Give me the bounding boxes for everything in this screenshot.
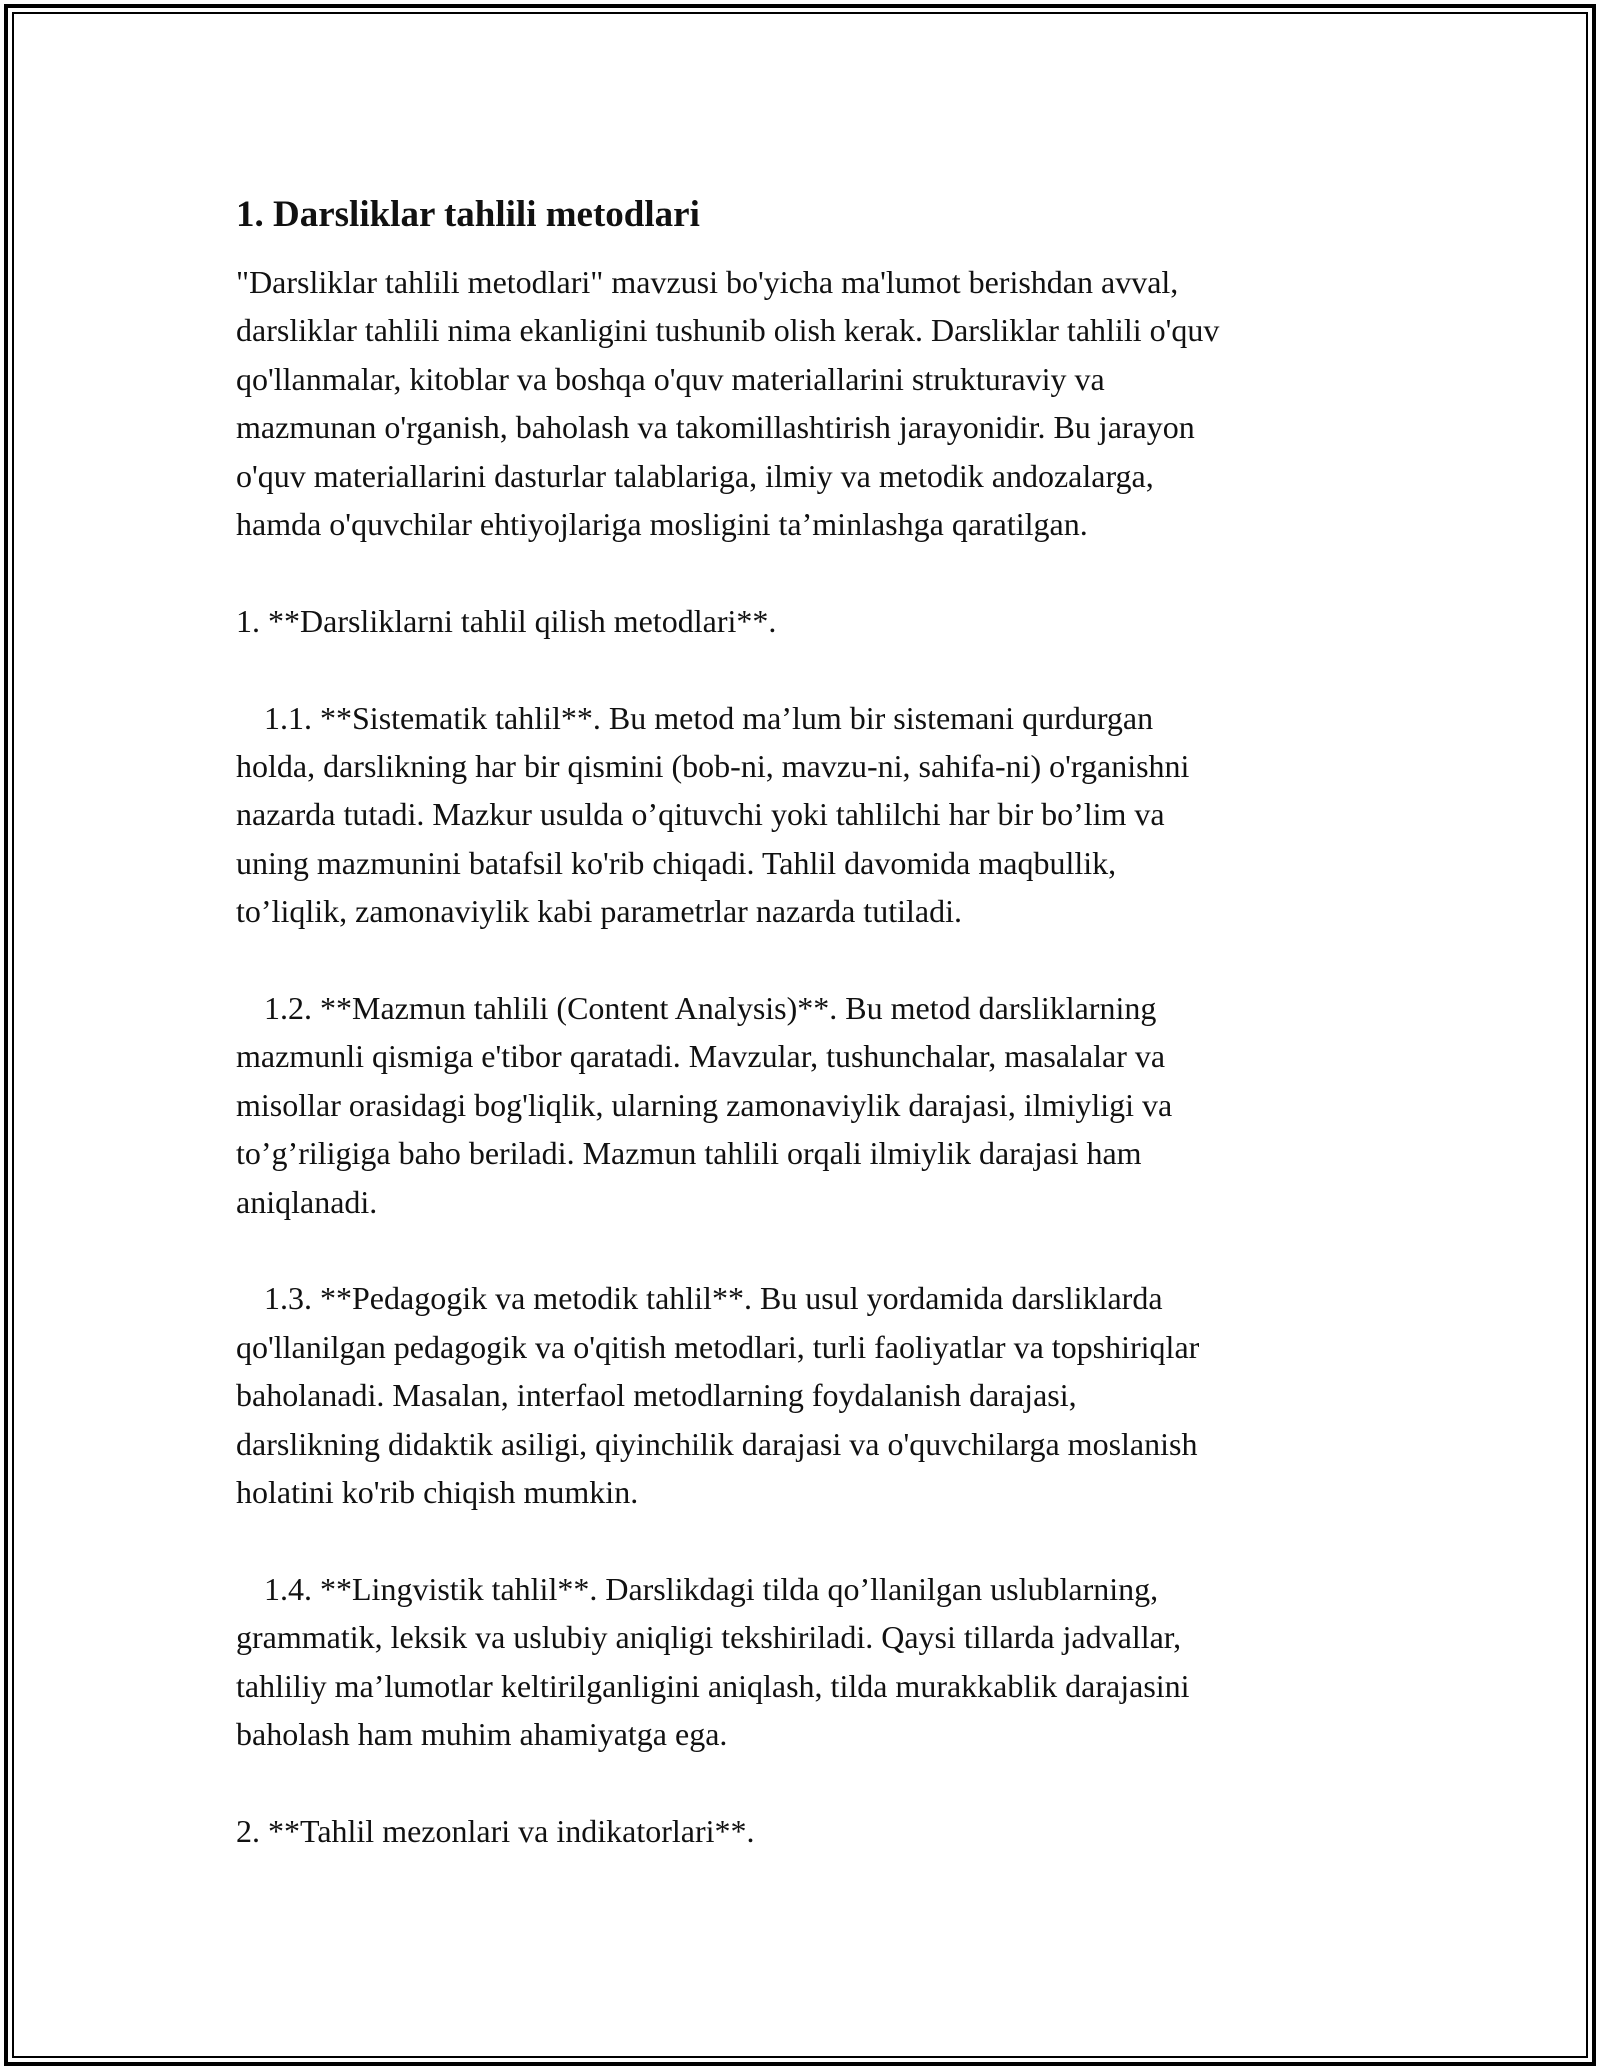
spacer	[236, 1517, 1376, 1565]
text-line: misollar orasidagi bog'liqlik, ularning zamonaviylik darajasi, ilmiyligi va	[236, 1086, 1173, 1123]
text-line: 1.3. **Pedagogik va metodik tahlil**. Bu usul yordamida darsliklarda	[264, 1280, 1163, 1317]
text-line: uning mazmunini batafsil ko'rib chiqadi. Tahlil davomida maqbullik,	[236, 844, 1117, 881]
text-line: qo'llanmalar, kitoblar va boshqa o'quv materiallarini strukturaviy va	[236, 360, 1105, 397]
spacer	[236, 645, 1376, 693]
section-heading-1	[236, 597, 1376, 645]
subsection-1-4	[236, 1565, 1376, 1759]
text-line: qo'llanilgan pedagogik va o'qitish metodlari, turli faoliyatlar va topshiriqlar	[236, 1328, 1200, 1365]
text-line: 1.1. **Sistematik tahlil**. Bu metod ma’lum bir sistemani qurdurgan	[264, 699, 1154, 736]
text-line: 1. **Darsliklarni tahlil qilish metodlari**.	[236, 602, 777, 639]
spacer	[236, 1759, 1376, 1807]
text-line: darsliklar tahlili nima ekanligini tushunib olish kerak. Darsliklar tahlili o'quv	[236, 312, 1220, 349]
text-line: hamda o'quvchilar ehtiyojlariga mosligini ta’minlashga qaratilgan.	[236, 506, 1088, 543]
subsection-1-2	[236, 984, 1376, 1226]
text-line: nazarda tutadi. Mazkur usulda o’qituvchi yoki tahlilchi har bir bo’lim va	[236, 796, 1165, 833]
text-line: mazmunli qismiga e'tibor qaratadi. Mavzular, tushunchalar, masalalar va	[236, 1038, 1166, 1075]
text-line: 1.4. **Lingvistik tahlil**. Darslikdagi tilda qo’llanilgan uslublarning,	[264, 1570, 1159, 1607]
document-body	[236, 186, 1376, 1855]
subsection-1-1	[236, 694, 1376, 936]
document-title: 1. Darsliklar tahlili metodlari	[236, 194, 700, 235]
text-line: mazmunan o'rganish, baholash va takomillashtirish jarayonidir. Bu jarayon	[236, 409, 1195, 446]
text-line: tahliliy ma’lumotlar keltirilganligini aniqlash, tilda murakkablik darajasini	[236, 1667, 1190, 1704]
section-heading-2	[236, 1807, 1376, 1855]
text-line: holda, darslikning har bir qismini (bob-ni, mavzu-ni, sahifa-ni) o'rganishni	[236, 748, 1190, 785]
spacer	[236, 1226, 1376, 1274]
spacer	[236, 548, 1376, 596]
subsection-1-3	[236, 1274, 1376, 1516]
text-line: 1.2. **Mazmun tahlili (Content Analysis)**. Bu metod darsliklarning	[264, 990, 1157, 1027]
intro-paragraph	[236, 258, 1376, 548]
text-line: baholanadi. Masalan, interfaol metodlarning foydalanish darajasi,	[236, 1377, 1077, 1414]
text-line: 2. **Tahlil mezonlari va indikatorlari**.	[236, 1812, 755, 1849]
text-line: o'quv materiallarini dasturlar talablariga, ilmiy va metodik andozalarga,	[236, 457, 1154, 494]
text-line: darslikning didaktik asiligi, qiyinchilik darajasi va o'quvchilarga moslanish	[236, 1425, 1198, 1462]
spacer	[236, 244, 1376, 258]
text-line: aniqlanadi.	[236, 1183, 378, 1220]
text-line: "Darsliklar tahlili metodlari" mavzusi bo'yicha ma'lumot berishdan avval,	[236, 264, 1179, 300]
text-line: baholash ham muhim ahamiyatga ega.	[236, 1716, 728, 1753]
text-line: holatini ko'rib chiqish mumkin.	[236, 1474, 639, 1511]
text-line: grammatik, leksik va uslubiy aniqligi tekshiriladi. Qaysi tillarda jadvallar,	[236, 1619, 1182, 1656]
spacer	[236, 936, 1376, 984]
text-line: to’liqlik, zamonaviylik kabi parametrlar nazarda tutiladi.	[236, 893, 962, 930]
text-line: to’g’riligiga baho beriladi. Mazmun tahlili orqali ilmiylik darajasi ham	[236, 1135, 1142, 1172]
